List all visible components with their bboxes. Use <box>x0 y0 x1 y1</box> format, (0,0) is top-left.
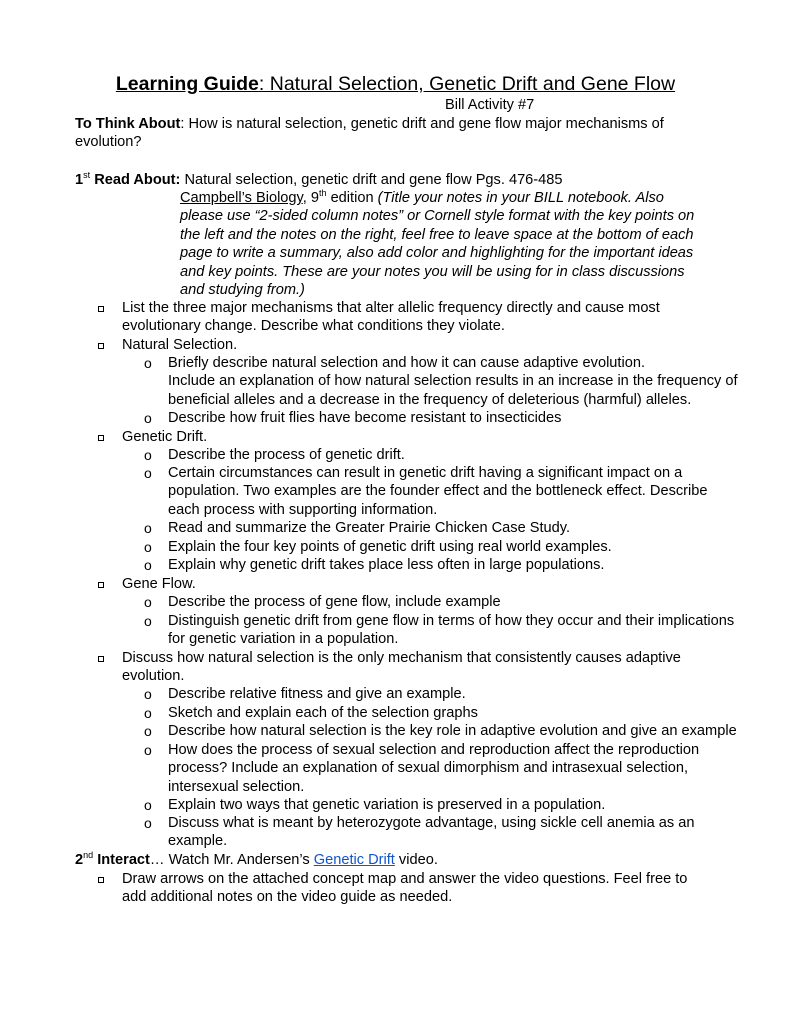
list-item: How does the process of sexual selection and reproduction affect the reproduction process? Include an explanation of sexual dimorphism and intrasexual selection, intersexual selection. <box>168 742 700 795</box>
list-item: Discuss what is meant by heterozygote advantage, using sickle cell anemia as an example. <box>168 815 695 850</box>
title-bold: Learning Guide <box>115 73 259 95</box>
list-item: Explain two ways that genetic variation is preserved in a population. <box>168 797 606 813</box>
list-item: Describe the process of gene flow, include example <box>168 594 501 610</box>
note-instructions: (Title your notes in your BILL notebook. Also please use “2-sided column notes” or Cornell style format with the key points on the left and the notes on the right, feel free to leave space at the bottom of each page to write a summary, also add color and highlighting for the important ideas and key points. These are your notes you will be using for in class discussions and studying from.) <box>180 190 695 299</box>
read-num: 1 <box>75 172 84 188</box>
list-item: Briefly describe natural selection and how it can cause adaptive evolution. Include an explanation of how natural selection results in an increase in the frequency of beneficial alleles and a decrease in the frequency of deleterious (harmful) alleles. <box>168 355 738 408</box>
checkbox-bullet <box>98 343 104 349</box>
list-item: Read and summarize the Greater Prairie Chicken Case Study. <box>168 520 571 536</box>
book-title: Campbell’s Biology <box>180 190 303 206</box>
interact-num: 2 <box>75 852 84 868</box>
section-adaptive-evolution: Discuss how natural selection is the only mechanism that consistently causes adaptive evolution. <box>122 650 681 685</box>
circle-bullet: o <box>144 742 152 758</box>
circle-bullet: o <box>144 815 152 831</box>
section-three-mechanisms: List the three major mechanisms that alter allelic frequency directly and cause most evolutionary change. Describe what conditions they violate. <box>122 300 660 335</box>
list-item: Explain the four key points of genetic drift using real world examples. <box>168 539 612 555</box>
section-genetic-drift: Genetic Drift. <box>122 429 208 445</box>
think-label: To Think About <box>75 116 181 132</box>
section-gene-flow: Gene Flow. <box>122 576 196 592</box>
list-item: Describe the process of genetic drift. <box>168 447 405 463</box>
circle-bullet: o <box>144 557 152 573</box>
circle-bullet: o <box>144 465 152 481</box>
circle-bullet: o <box>144 705 152 721</box>
circle-bullet: o <box>144 520 152 536</box>
read-label: Read About: <box>90 172 181 188</box>
circle-bullet: o <box>144 355 152 371</box>
edition-num: , 9 <box>302 190 319 206</box>
interact-after: video. <box>394 852 438 868</box>
book-reference <box>180 189 700 299</box>
read-text: Natural selection, genetic drift and gene flow Pgs. 476-485 <box>180 172 563 188</box>
checkbox-bullet <box>98 656 104 662</box>
checkbox-bullet <box>98 306 104 312</box>
list-item: Explain why genetic drift takes place less often in large populations. <box>168 557 605 573</box>
interact-heading <box>75 851 438 869</box>
list-item: Describe how fruit flies have become resistant to insecticides <box>168 410 562 426</box>
list-item: Sketch and explain each of the selection graphs <box>168 705 478 721</box>
read-sup: st <box>83 170 91 180</box>
edition-sup: th <box>319 188 327 198</box>
interact-task: Draw arrows on the attached concept map and answer the video questions. Feel free to add additional notes on the video guide as needed. <box>122 871 688 906</box>
circle-bullet: o <box>144 539 152 555</box>
think-about <box>75 115 675 152</box>
edition-label: edition <box>326 190 378 206</box>
circle-bullet: o <box>144 447 152 463</box>
circle-bullet: o <box>144 797 152 813</box>
list-item: Distinguish genetic drift from gene flow in terms of how they occur and their implications for genetic variation in a population. <box>168 613 735 648</box>
circle-bullet: o <box>144 686 152 702</box>
interact-sup: nd <box>83 850 94 860</box>
checkbox-bullet <box>98 582 104 588</box>
list-item: Certain circumstances can result in genetic drift having a significant impact on a population. Two examples are the founder effect and the bottleneck effect. Describe each process with supporting information. <box>168 465 708 518</box>
circle-bullet: o <box>144 594 152 610</box>
circle-bullet: o <box>144 410 152 426</box>
list-item: Describe how natural selection is the key role in adaptive evolution and give an example <box>168 723 737 739</box>
checkbox-bullet <box>98 877 104 883</box>
list-item: Describe relative fitness and give an example. <box>168 686 466 702</box>
genetic-drift-video-link[interactable]: Genetic Drift <box>313 852 395 868</box>
circle-bullet: o <box>144 723 152 739</box>
interact-text: … Watch Mr. Andersen’s <box>149 852 314 868</box>
checkbox-bullet <box>98 435 104 441</box>
read-about-heading <box>75 171 563 189</box>
think-text: : How is natural selection, genetic drift and gene flow major mechanisms of evolution? <box>75 116 664 151</box>
page-title <box>0 72 791 96</box>
activity-label: Bill Activity #7 <box>445 97 535 113</box>
title-rest: : Natural Selection, Genetic Drift and Gene Flow <box>258 73 676 95</box>
section-natural-selection: Natural Selection. <box>122 337 238 353</box>
circle-bullet: o <box>144 613 152 629</box>
interact-label: Interact <box>93 852 150 868</box>
